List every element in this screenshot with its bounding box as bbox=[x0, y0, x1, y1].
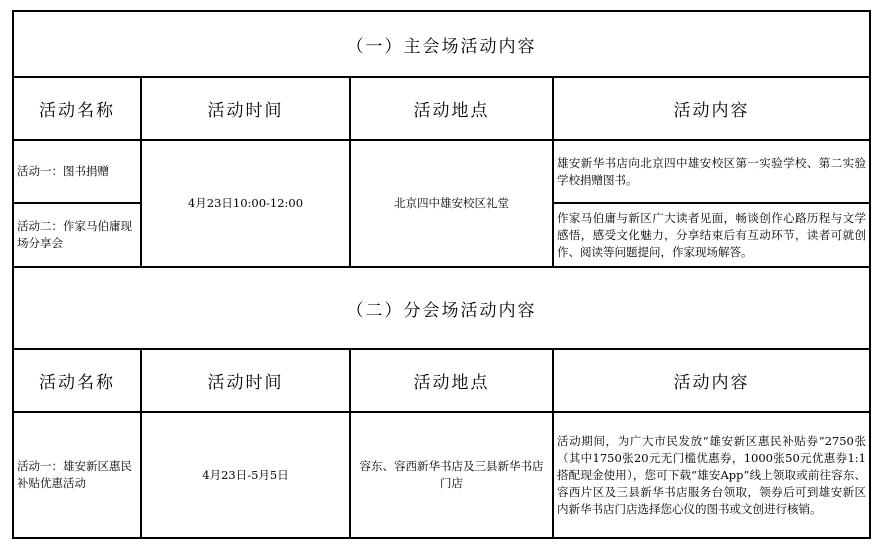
header-activity-location: 活动地点 bbox=[350, 349, 553, 412]
activity-name: 活动一：雄安新区惠民补贴优惠活动 bbox=[13, 412, 141, 538]
activity-name: 活动一：图书捐赠 bbox=[13, 140, 141, 203]
activity-content: 雄安新华书店向北京四中雄安校区第一实验学校、第二实验学校捐赠图书。 bbox=[553, 140, 870, 203]
activity-content: 活动期间，为广大市民发放“雄安新区惠民补贴券”2750张（其中1750张20元无门槛优惠券，1000张50元优惠券1:1搭配现金使用），您可下载“雄安App”线上领取或前往容东、容西片区及三县新华书店服务台领取，领券后可到雄安新区内新华书店门店选择您心仪的图书或文创进行核销。 bbox=[553, 412, 870, 538]
section2-title-row bbox=[13, 267, 870, 349]
section2-title: （二）分会场活动内容 bbox=[13, 267, 870, 349]
activity-content: 作家马伯庸与新区广大读者见面，畅谈创作心路历程与文学感悟，感受文化魅力，分享结束后有互动环节，读者可就创作、阅读等问题提问，作家现场解答。 bbox=[553, 203, 870, 267]
header-activity-time: 活动时间 bbox=[141, 349, 350, 412]
header-activity-content: 活动内容 bbox=[553, 77, 870, 140]
activity-location: 北京四中雄安校区礼堂 bbox=[350, 140, 553, 267]
activity-time: 4月23日-5月5日 bbox=[141, 412, 350, 538]
activity-schedule-table bbox=[12, 10, 871, 539]
activity-location: 容东、容西新华书店及三县新华书店门店 bbox=[350, 412, 553, 538]
activity-name: 活动二：作家马伯庸现场分享会 bbox=[13, 203, 141, 267]
header-activity-content: 活动内容 bbox=[553, 349, 870, 412]
table-row bbox=[13, 140, 870, 203]
section1-title-row bbox=[13, 11, 870, 77]
header-activity-location: 活动地点 bbox=[350, 77, 553, 140]
section2-header-row bbox=[13, 349, 870, 412]
activity-time: 4月23日10:00-12:00 bbox=[141, 140, 350, 267]
header-activity-name: 活动名称 bbox=[13, 349, 141, 412]
header-activity-name: 活动名称 bbox=[13, 77, 141, 140]
section1-title: （一）主会场活动内容 bbox=[13, 11, 870, 77]
table-row bbox=[13, 412, 870, 538]
section1-header-row bbox=[13, 77, 870, 140]
header-activity-time: 活动时间 bbox=[141, 77, 350, 140]
